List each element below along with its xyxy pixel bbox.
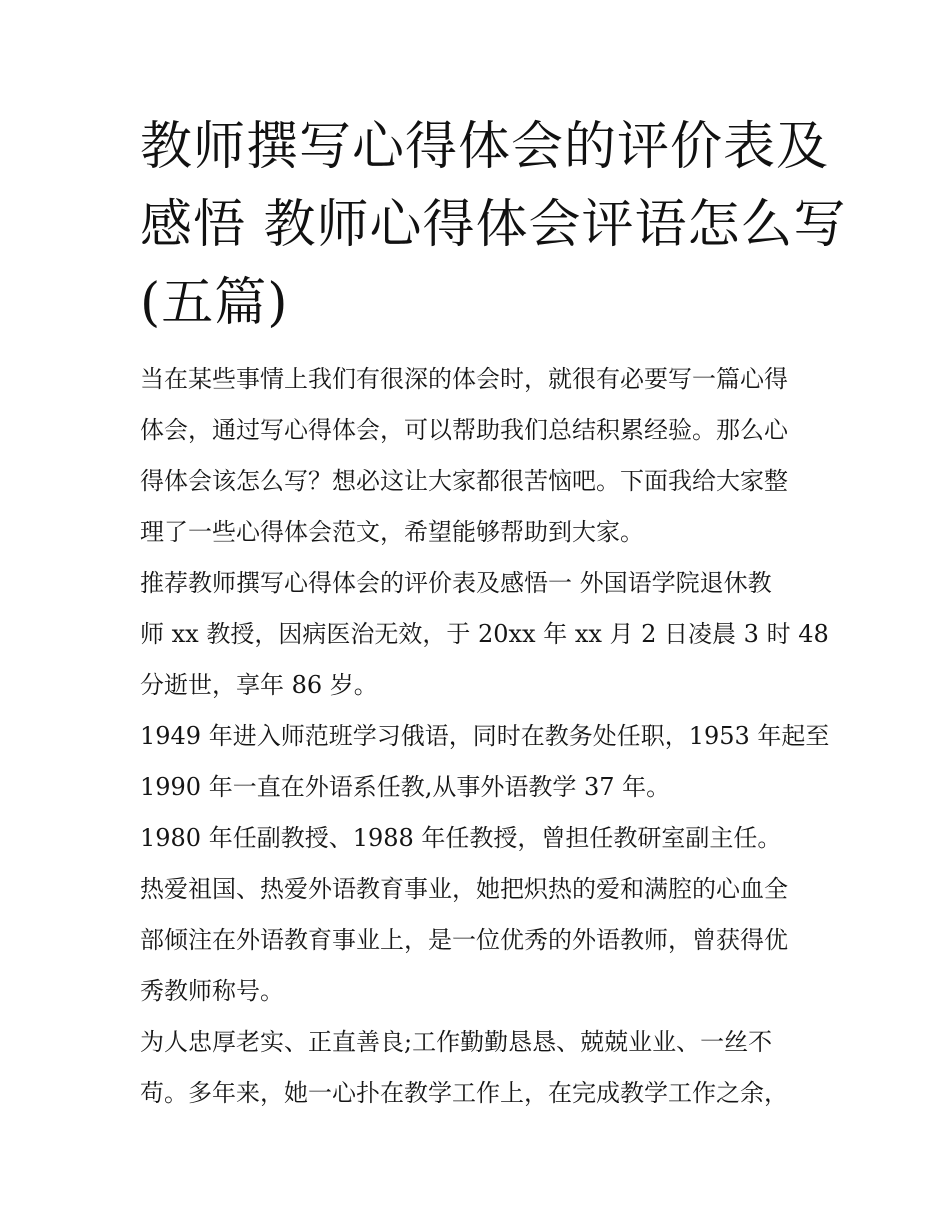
title-line: 教师撰写心得体会的评价表及 <box>140 117 830 177</box>
text-line: 热爱祖国、热爱外语教育事业，她把炽热的爱和满腔的心血全 <box>140 875 788 903</box>
character-paragraph <box>140 1017 820 1119</box>
text-line: 1980 年任副教授、1988 年任教授，曾担任教研室副主任。 <box>140 824 782 852</box>
text-line: 体会，通过写心得体会，可以帮助我们总结积累经验。那么心 <box>140 416 788 444</box>
dedication-paragraph <box>140 864 820 1017</box>
document-body <box>140 354 830 1119</box>
text-line: 当在某些事情上我们有很深的体会时，就很有必要写一篇心得 <box>140 365 788 393</box>
text-line: 为人忠厚老实、正直善良;工作勤勤恳恳、兢兢业业、一丝不 <box>140 1028 773 1056</box>
text-line: 苟。多年来，她一心扑在教学工作上，在完成教学工作之余， <box>140 1079 788 1107</box>
text-line: 分逝世，享年 86 岁。 <box>140 671 378 699</box>
text-line: 秀教师称号。 <box>140 977 284 1005</box>
text-line: 理了一些心得体会范文，希望能够帮助到大家。 <box>140 518 644 546</box>
text-line: 推荐教师撰写心得体会的评价表及感悟一 外国语学院退休教 <box>140 569 772 597</box>
text-line: 部倾注在外语教育事业上，是一位优秀的外语教师，曾获得优 <box>140 926 788 954</box>
career-paragraph <box>140 711 830 813</box>
text-line: 师 xx 教授，因病医治无效，于 20xx 年 xx 月 2 日凌晨 3 时 48 <box>140 620 829 648</box>
intro-paragraph <box>140 354 820 558</box>
text-line: 得体会该怎么写？想必这让大家都很苦恼吧。下面我给大家整 <box>140 467 788 495</box>
title-line: (五篇) <box>140 273 289 333</box>
text-line: 1949 年进入师范班学习俄语，同时在教务处任职，1953 年起至 <box>140 722 830 750</box>
essay-one-paragraph <box>140 558 829 711</box>
title-line: 感悟 教师心得体会评语怎么写 <box>140 195 847 255</box>
text-line: 1990 年一直在外语系任教,从事外语教学 37 年。 <box>140 773 671 801</box>
title-paragraph <box>140 813 820 864</box>
document-title <box>140 108 847 342</box>
document-content <box>140 108 847 1119</box>
